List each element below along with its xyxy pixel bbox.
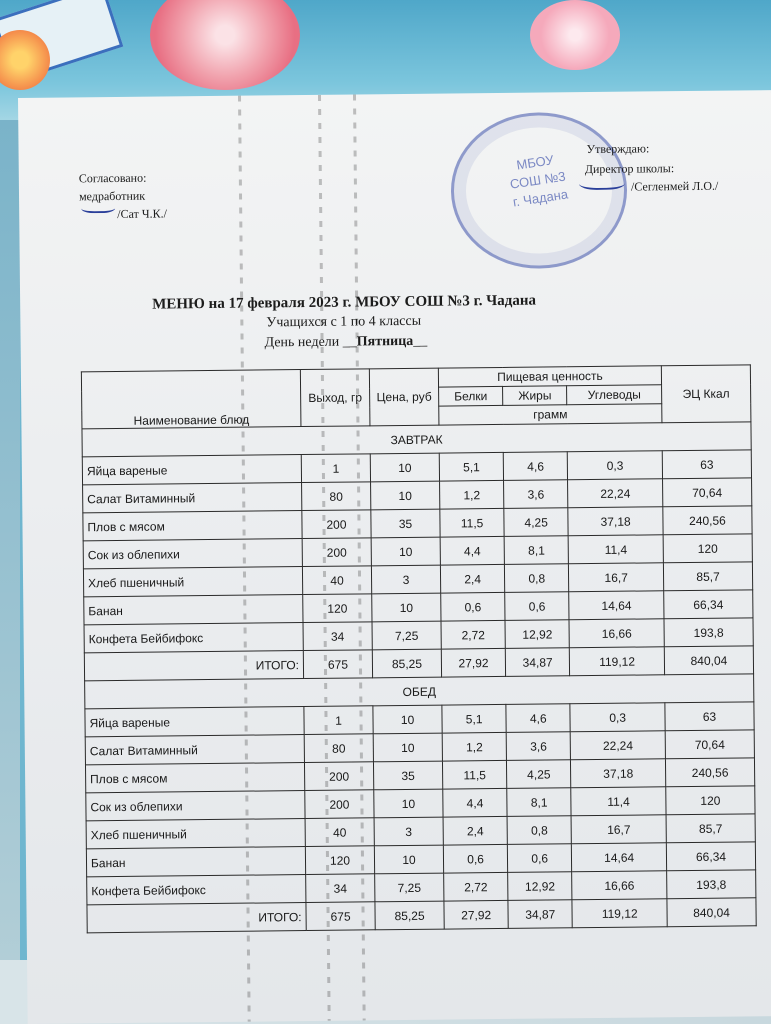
cell-kcal: 240,56 — [665, 758, 754, 787]
cell-kcal: 66,34 — [664, 590, 753, 619]
approved-right-line2: Директор школы: — [584, 161, 675, 177]
cell-kcal: 63 — [665, 702, 754, 731]
cell-carbs: 16,66 — [572, 871, 667, 900]
total-kcal: 840,04 — [667, 898, 756, 927]
cell-protein: 1,2 — [440, 480, 504, 509]
cell-price: 10 — [371, 537, 440, 566]
page-title: МЕНЮ на 17 февраля 2023 г. МБОУ СОШ №3 г. Чадана — [152, 292, 537, 313]
header-price: Цена, руб — [369, 368, 439, 426]
cell-yield: 200 — [302, 538, 371, 567]
cell-carbs: 16,7 — [571, 815, 666, 844]
cell-price: 10 — [374, 845, 443, 874]
dish-name: Плов с мясом — [83, 511, 302, 541]
total-carbs: 119,12 — [570, 647, 665, 676]
cell-protein: 5,1 — [439, 452, 503, 481]
cell-fat: 4,6 — [503, 452, 567, 481]
section-title-breakfast: ЗАВТРАК — [82, 422, 751, 457]
cell-yield: 80 — [302, 482, 371, 511]
signature-scribble — [579, 174, 625, 190]
total-fat: 34,87 — [505, 648, 569, 677]
header-protein: Белки — [439, 386, 503, 406]
cell-kcal: 70,64 — [663, 478, 752, 507]
cell-fat: 4,25 — [504, 508, 568, 537]
header-fat: Жиры — [503, 386, 567, 406]
cell-protein: 2,4 — [440, 564, 504, 593]
dish-name: Хлеб пшеничный — [83, 567, 302, 597]
school-stamp — [450, 112, 628, 270]
cell-price: 35 — [371, 509, 440, 538]
background-edge — [0, 120, 20, 1024]
cell-kcal: 193,8 — [664, 618, 753, 647]
total-yield: 675 — [306, 902, 375, 931]
students-line: Учащихся с 1 по 4 классы — [266, 313, 422, 331]
total-carbs: 119,12 — [572, 899, 667, 928]
cell-carbs: 14,64 — [569, 591, 664, 620]
cell-kcal: 63 — [662, 450, 751, 479]
dish-name: Банан — [84, 595, 303, 625]
cell-carbs: 0,3 — [570, 703, 665, 732]
cell-fat: 8,1 — [504, 536, 568, 565]
cell-kcal: 193,8 — [667, 870, 756, 899]
cell-yield: 80 — [304, 734, 373, 763]
approved-left-line1: Согласовано: — [78, 170, 147, 186]
total-protein: 27,92 — [444, 900, 508, 929]
cell-fat: 0,8 — [507, 816, 571, 845]
cell-yield: 40 — [305, 818, 374, 847]
total-fat: 34,87 — [508, 900, 572, 929]
weekday-value: Пятница — [356, 333, 414, 350]
weekday-line — [264, 334, 427, 352]
cell-fat: 12,92 — [505, 620, 569, 649]
cell-protein: 11,5 — [442, 760, 506, 789]
cell-fat: 8,1 — [507, 788, 571, 817]
total-label: ИТОГО: — [84, 651, 303, 681]
approved-right-line1: Утверждаю: — [586, 141, 650, 157]
dish-name: Сок из облепихи — [86, 791, 305, 821]
cell-price: 35 — [373, 761, 442, 790]
total-protein: 27,92 — [441, 648, 505, 677]
cell-carbs: 0,3 — [568, 451, 663, 480]
cell-fat: 3,6 — [506, 732, 570, 761]
signature-scribble — [81, 201, 115, 213]
cell-protein: 2,4 — [443, 816, 507, 845]
cell-carbs: 22,24 — [570, 731, 665, 760]
cell-fat: 3,6 — [504, 480, 568, 509]
approved-right-signature: /Сегленмей Л.О./ — [630, 178, 719, 194]
cell-yield: 200 — [305, 790, 374, 819]
cell-fat: 12,92 — [508, 872, 572, 901]
cell-fat: 4,25 — [507, 760, 571, 789]
header-nutrition: Пищевая ценность — [438, 366, 661, 387]
cell-kcal: 85,7 — [663, 562, 752, 591]
total-price: 85,25 — [372, 649, 441, 678]
cell-yield: 34 — [303, 622, 372, 651]
approved-left-line2: медработник — [78, 188, 146, 204]
cell-kcal: 120 — [663, 534, 752, 563]
cell-price: 10 — [371, 481, 440, 510]
cell-protein: 2,72 — [444, 872, 508, 901]
menu-document — [18, 90, 771, 1024]
cell-yield: 1 — [301, 454, 370, 483]
weekday-suffix: __ — [413, 333, 428, 349]
cell-price: 7,25 — [375, 873, 444, 902]
cell-fat: 0,6 — [507, 844, 571, 873]
cell-carbs: 16,66 — [569, 619, 664, 648]
header-carbs: Углеводы — [567, 385, 662, 405]
total-row — [87, 898, 756, 933]
cell-price: 10 — [373, 733, 442, 762]
background-flower — [530, 0, 620, 70]
header-kcal: ЭЦ Ккал — [661, 365, 751, 423]
total-price: 85,25 — [375, 901, 444, 930]
cell-price: 3 — [371, 565, 440, 594]
weekday-prefix: День недели __ — [264, 334, 357, 351]
total-label: ИТОГО: — [87, 903, 306, 933]
cell-yield: 40 — [302, 566, 371, 595]
cell-price: 10 — [373, 705, 442, 734]
cell-price: 10 — [370, 453, 439, 482]
cell-price: 10 — [372, 593, 441, 622]
cell-yield: 120 — [303, 594, 372, 623]
cell-carbs: 22,24 — [568, 479, 663, 508]
cell-yield: 120 — [305, 846, 374, 875]
total-kcal: 840,04 — [664, 646, 753, 675]
breakfast-section — [82, 422, 754, 681]
cell-price: 10 — [374, 789, 443, 818]
cell-protein: 11,5 — [440, 508, 504, 537]
dish-name: Конфета Бейбифокс — [84, 623, 303, 653]
cell-protein: 2,72 — [441, 620, 505, 649]
dish-name: Яйца вареные — [85, 707, 304, 737]
dish-name: Конфета Бейбифокс — [87, 875, 306, 905]
cell-yield: 200 — [304, 762, 373, 791]
cell-protein: 4,4 — [443, 788, 507, 817]
cell-kcal: 70,64 — [665, 730, 754, 759]
cell-kcal: 240,56 — [663, 506, 752, 535]
cell-price: 3 — [374, 817, 443, 846]
total-yield: 675 — [303, 650, 372, 679]
cell-kcal: 66,34 — [666, 842, 755, 871]
cell-kcal: 85,7 — [666, 814, 755, 843]
stamp-line: СОШ №3 — [508, 168, 567, 192]
header-yield: Выход, гр — [300, 369, 370, 427]
header-name: Наименование блюд — [81, 370, 301, 429]
dish-name: Яйца вареные — [82, 455, 301, 485]
dish-name: Салат Витаминный — [85, 735, 304, 765]
cell-carbs: 37,18 — [571, 759, 666, 788]
cell-protein: 0,6 — [443, 844, 507, 873]
stamp-line: МБОУ — [515, 152, 555, 173]
cell-fat: 0,6 — [505, 592, 569, 621]
cell-fat: 4,6 — [506, 704, 570, 733]
dish-name: Салат Витаминный — [83, 483, 302, 513]
cell-protein: 0,6 — [441, 592, 505, 621]
cell-protein: 5,1 — [442, 704, 506, 733]
cell-kcal: 120 — [666, 786, 755, 815]
dish-name: Сок из облепихи — [83, 539, 302, 569]
approved-left-signature: /Сат Ч.К./ — [117, 206, 168, 221]
dish-name: Плов с мясом — [85, 763, 304, 793]
cell-carbs: 11,4 — [571, 787, 666, 816]
dish-name: Хлеб пшеничный — [86, 819, 305, 849]
cell-yield: 200 — [302, 510, 371, 539]
cell-protein: 4,4 — [440, 536, 504, 565]
cell-price: 7,25 — [372, 621, 441, 650]
section-title-lunch: ОБЕД — [85, 674, 754, 709]
cell-carbs: 16,7 — [569, 563, 664, 592]
cell-protein: 1,2 — [442, 732, 506, 761]
cell-yield: 1 — [304, 706, 373, 735]
lunch-section — [85, 674, 757, 933]
cell-carbs: 14,64 — [572, 843, 667, 872]
header-unit: грамм — [439, 404, 662, 425]
cell-carbs: 11,4 — [568, 535, 663, 564]
dish-name: Банан — [86, 847, 305, 877]
cell-yield: 34 — [306, 874, 375, 903]
menu-table — [81, 364, 757, 933]
stamp-line: г. Чадана — [511, 186, 569, 210]
cell-carbs: 37,18 — [568, 507, 663, 536]
cell-fat: 0,8 — [505, 564, 569, 593]
